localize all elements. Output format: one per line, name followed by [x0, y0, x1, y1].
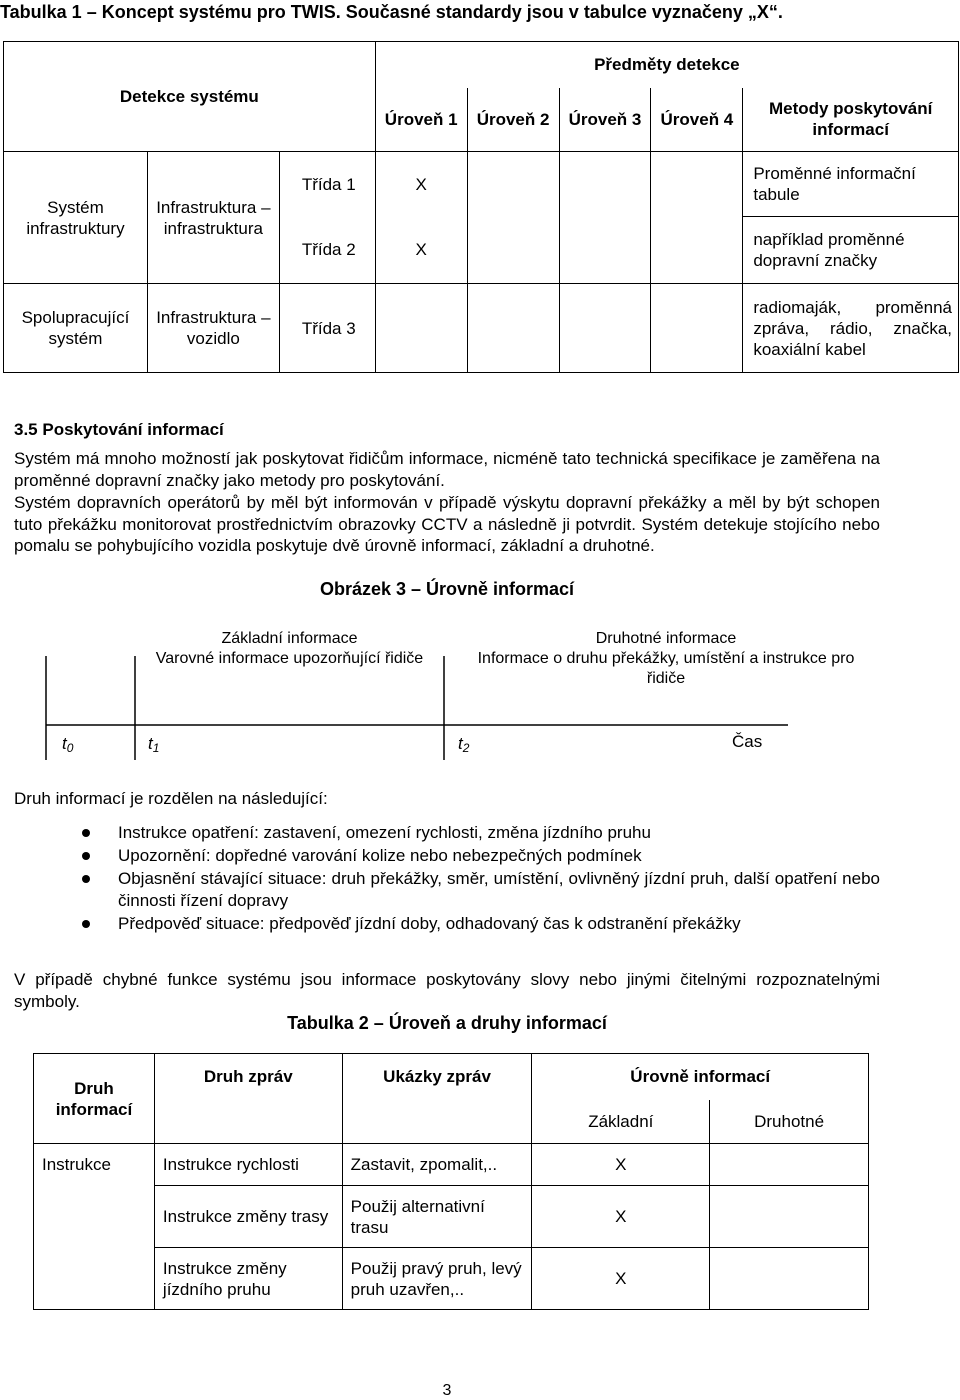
- basic-info-block: [135, 629, 444, 669]
- page-number: 3: [442, 1382, 452, 1399]
- section-heading: 3.5 Poskytování informací: [14, 420, 224, 439]
- info-type-list: [80, 822, 880, 936]
- table1-trida2-x: X: [375, 217, 467, 284]
- table1-system-infra: Systém infrastruktury: [4, 152, 148, 284]
- table2-header-urovne: Úrovně informací: [532, 1054, 869, 1100]
- table1-spoluprac: Spolupracující systém: [4, 284, 148, 373]
- basic-info-desc: Varovné informace upozorňující řidiče: [155, 650, 424, 667]
- table1-level-1: Úroveň 1: [375, 88, 467, 152]
- list-item: Instrukce opatření: zastavení, omezení rychlosti, změna jízdního pruhu: [80, 822, 880, 844]
- table2-row-zprava: Instrukce rychlosti: [154, 1144, 342, 1186]
- table2-header-zakladni: Základní: [532, 1100, 710, 1144]
- list-item: Předpověď situace: předpověď jízdní doby, odhadovaný čas k odstranění překážky: [80, 913, 880, 935]
- table1-method3: radiomaják, proměnná zpráva, rádio, značka, koaxiální kabel: [743, 284, 959, 373]
- table1-header-predmety: Předměty detekce: [375, 42, 958, 88]
- timeline-label-t2: $t_2$: [458, 734, 470, 755]
- table2-row-zakladni: X: [532, 1144, 710, 1186]
- secondary-info-block: [466, 629, 866, 689]
- table2: [33, 1053, 869, 1310]
- table1-trida1: Třída 1: [279, 152, 375, 217]
- secondary-info-desc: Informace o druhu překážky, umístění a instrukce pro řidiče: [477, 650, 855, 687]
- table1-trida1-x: X: [375, 152, 467, 217]
- table1-trida2: Třída 2: [279, 217, 375, 284]
- timeline-label-time: Čas: [732, 732, 763, 751]
- table2-row-druh: [34, 1248, 155, 1310]
- table1-level-3: Úroveň 3: [559, 88, 651, 152]
- table1: [3, 41, 959, 373]
- table1-infra-vozidlo: Infrastruktura – vozidlo: [147, 284, 279, 373]
- section-paragraph-2: Systém dopravních operátorů by měl být informován v případě výskytu dopravní překážky a měl by být schopen tuto překážku monitorovat prostřednictvím obrazovky CCTV a následně ji potvrdit. Systém detekuje stojícího nebo pomalu se pohybujícího vozidla poskytuje dvě úrovně informací, základní a druhotné.: [14, 493, 880, 555]
- figure-caption: Obrázek 3 – Úrovně informací: [319, 579, 575, 599]
- table2-caption: Tabulka 2 – Úroveň a druhy informací: [287, 1013, 607, 1033]
- timeline-label-t0: $t_0$: [62, 734, 74, 755]
- table1-trida3: Třída 3: [279, 284, 375, 373]
- timeline-label-t1: $t_1$: [148, 734, 160, 755]
- paragraph-3: V případě chybné funkce systému jsou informace poskytovány slovy nebo jinými čitelnými rozpoznatelnými symboly.: [14, 970, 880, 1011]
- table1-header-metody: Metody poskytování informací: [743, 88, 959, 152]
- bullet-icon: [82, 852, 90, 860]
- bullet-icon: [82, 920, 90, 928]
- bullet-icon: [82, 875, 90, 883]
- table1-header-detekce: Detekce systému: [4, 42, 376, 152]
- list-intro: Druh informací je rozdělen na následující:: [14, 789, 328, 808]
- table2-header-druh-informaci: Druh informací: [34, 1054, 155, 1144]
- secondary-info-title: Druhotné informace: [595, 630, 737, 647]
- table2-row-druh: [34, 1186, 155, 1248]
- table1-method1: Proměnné informační tabule: [743, 152, 959, 217]
- table1-method2: například proměnné dopravní značky: [743, 217, 959, 284]
- table2-row-ukazka: Použij pravý pruh, levý pruh uzavřen,..: [342, 1248, 532, 1310]
- table1-caption: Tabulka 1 – Koncept systému pro TWIS. Současné standardy jsou v tabulce vyznačeny „X“.: [0, 2, 783, 22]
- list-item: Upozornění: dopředné varování kolize nebo nebezpečných podmínek: [80, 845, 880, 867]
- table1-level-2: Úroveň 2: [467, 88, 559, 152]
- table2-header-druhotne: Druhotné: [710, 1100, 869, 1144]
- table1-infra-infra: Infrastruktura – infrastruktura: [147, 152, 279, 284]
- table2-row-ukazka: Zastavit, zpomalit,..: [342, 1144, 532, 1186]
- table2-row-zprava: Instrukce změny trasy: [154, 1186, 342, 1248]
- table2-header-druh-zprav: Druh zpráv: [154, 1054, 342, 1144]
- table2-header-ukazky-zprav: Ukázky zpráv: [342, 1054, 532, 1144]
- table2-row-druh: Instrukce: [34, 1144, 155, 1186]
- bullet-icon: [82, 829, 90, 837]
- table1-level-4: Úroveň 4: [651, 88, 743, 152]
- table2-row-zakladni: X: [532, 1248, 710, 1310]
- table2-row-zprava: Instrukce změny jízdního pruhu: [154, 1248, 342, 1310]
- table2-row-zakladni: X: [532, 1186, 710, 1248]
- basic-info-title: Základní informace: [221, 630, 358, 647]
- section-paragraph-1: Systém má mnoho možností jak poskytovat řidičům informace, nicméně tato technická specifikace je zaměřena na proměnné dopravní značky jako metody pro poskytování.: [14, 449, 880, 490]
- table2-row-ukazka: Použij alternativní trasu: [342, 1186, 532, 1248]
- list-item: Objasnění stávající situace: druh překážky, směr, umístění, ovlivněný jízdní pruh, další opatření nebo činnosti řízení dopravy: [80, 868, 880, 912]
